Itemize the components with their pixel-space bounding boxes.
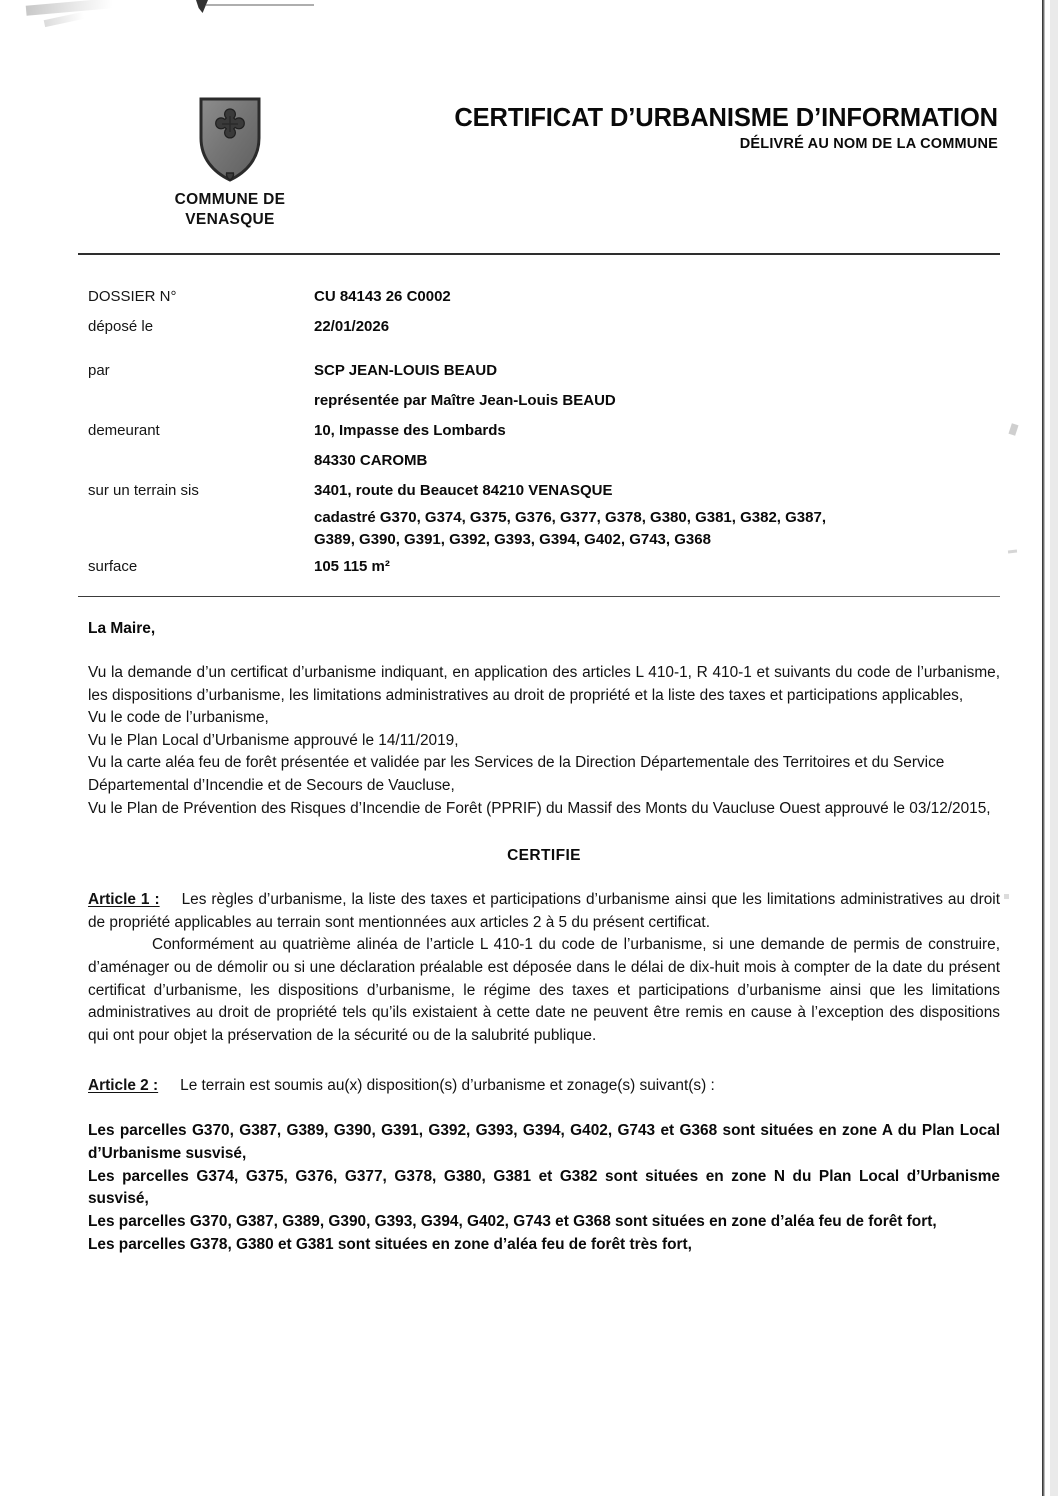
- paragraph-vu-carte-alea: Vu la carte aléa feu de forêt présentée et validée par les Services de la Direction Départementale des Territoires et du Service Départemental d’Incendie et de Secours de Vaucluse,: [88, 754, 945, 794]
- meta-label-dossier: DOSSIER N°: [88, 288, 177, 305]
- details-divider: [78, 596, 1000, 597]
- zoning-item-zone-n: Les parcelles G374, G375, G376, G377, G378, G380, G381 et G382 sont situées en zone N du Plan Local d’Urbanisme susvisé,: [88, 1167, 1000, 1208]
- meta-value-terrain: 3401, route du Beaucet 84210 VENASQUE: [314, 482, 613, 499]
- page-title: CERTIFICAT D’URBANISME D’INFORMATION: [454, 104, 998, 132]
- document-body: [88, 620, 1000, 1257]
- body-spacer: [88, 1098, 1000, 1120]
- zoning-item-alea-fort: Les parcelles G370, G387, G389, G390, G393, G394, G402, G743 et G368 sont situées en zone d’aléa feu de forêt fort,: [88, 1213, 937, 1231]
- meta-value-demeurant-cp: 84330 CAROMB: [314, 452, 428, 469]
- article-1-paragraph: [88, 889, 1000, 934]
- paragraph-vu-pprif: Vu le Plan de Prévention des Risques d’Incendie de Forêt (PPRIF) du Massif des Monts du Vaucluse Ouest approuvé le 03/12/2015,: [88, 799, 991, 817]
- article-2-paragraph: [88, 1075, 1000, 1098]
- document-masthead: [88, 96, 1000, 246]
- commune-label-line1: COMMUNE DE: [174, 191, 286, 208]
- meta-value-surface: 105 115 m²: [314, 558, 390, 575]
- commune-label: [150, 190, 310, 230]
- signatory-title: La Maire,: [88, 620, 156, 637]
- meta-value-cadastre: [314, 507, 1000, 551]
- meta-value-depose: 22/01/2026: [314, 318, 390, 335]
- zoning-list: [88, 1120, 1000, 1257]
- dossier-details: [88, 283, 1000, 583]
- meta-value-demeurant: 10, Impasse des Lombards: [314, 422, 506, 439]
- meta-row-par: [88, 357, 1000, 385]
- meta-label-demeurant: demeurant: [88, 422, 160, 439]
- body-spacer: [88, 1047, 1000, 1075]
- meta-row-terrain: [88, 477, 1000, 505]
- meta-row-dossier: [88, 283, 1000, 311]
- cadastre-line-2: G389, G390, G391, G392, G393, G394, G402, G743, G368: [314, 531, 711, 548]
- vu-clause-code: Vu le code de l’urbanisme,: [88, 709, 269, 727]
- meta-row-depose: [88, 313, 1000, 341]
- cadastre-line-1: cadastré G370, G374, G375, G376, G377, G378, G380, G381, G382, G387,: [314, 509, 826, 526]
- article-1-heading: Article 1 :: [88, 891, 160, 909]
- vu-clause-list: [88, 707, 1000, 752]
- meta-label-depose: déposé le: [88, 318, 154, 335]
- meta-row-demeurant: [88, 417, 1000, 445]
- article-1-text: Les règles d’urbanisme, la liste des taxes et participations d’urbanisme ainsi que les limitations administratives au droit de propriété applicables au terrain sont mentionnées aux articles 2 à 5 du présent certificat.: [88, 891, 1000, 931]
- scan-artifact-page-edge-shadow: [1050, 0, 1058, 1496]
- zoning-item-alea-tres-fort: Les parcelles G378, G380 et G381 sont situées en zone d’aléa feu de forêt très fort,: [88, 1235, 692, 1253]
- meta-value-representant: représentée par Maître Jean-Louis BEAUD: [314, 392, 616, 409]
- meta-value-par: SCP JEAN-LOUIS BEAUD: [314, 362, 498, 379]
- meta-row-demeurant-cp: [88, 447, 1000, 475]
- meta-row-representant: [88, 387, 1000, 415]
- coat-of-arms-shield-cross-icon: [197, 96, 263, 182]
- vu-clause-plu: Vu le Plan Local d’Urbanisme approuvé le 14/11/2019,: [88, 731, 459, 749]
- meta-row-cadastre: [88, 507, 1000, 551]
- scan-artifact-page-edge: [1042, 0, 1045, 1496]
- meta-spacer: [88, 343, 1000, 357]
- zoning-item-zone-a: Les parcelles G370, G387, G389, G390, G391, G392, G393, G394, G402, G743 et G368 sont situées en zone A du Plan Local d’Urbanisme susvisé,: [88, 1121, 1000, 1162]
- document-title-block: [454, 104, 998, 152]
- commune-identity-block: [150, 96, 310, 230]
- meta-label-par: par: [88, 362, 110, 379]
- header-divider: [78, 253, 1000, 255]
- article-2-text: Le terrain est soumis au(x) disposition(s) d’urbanisme et zonage(s) suivant(s) :: [180, 1077, 715, 1095]
- page-subtitle: DÉLIVRÉ AU NOM DE LA COMMUNE: [739, 136, 998, 152]
- certifie-heading: CERTIFIE: [507, 847, 581, 865]
- article-2-heading: Article 2 :: [88, 1077, 159, 1095]
- meta-row-surface: [88, 553, 1000, 581]
- meta-label-terrain: sur un terrain sis: [88, 482, 199, 499]
- meta-label-surface: surface: [88, 558, 138, 575]
- article-1-paragraph-2: Conformément au quatrième alinéa de l’article L 410-1 du code de l’urbanisme, si une demande de permis de construire, d’aménager ou de démolir ou si une déclaration préalable est déposée dans le délai de dix-huit mois à compter de la date du présent certificat d’urbanisme, les dispositions d’urbanisme, le régime des taxes et participations d’urbanisme ainsi que les limitations administratives au droit de propriété tels qu’ils existaient à cette date ne peuvent être remis en cause à l’exception des dispositions qui ont pour objet la préservation de la sécurité ou de la salubrité publique.: [88, 936, 1000, 1044]
- meta-value-dossier: CU 84143 26 C0002: [314, 288, 451, 305]
- paragraph-vu-demande: Vu la demande d’un certificat d’urbanisme indiquant, en application des articles L 410-1, R 410-1 et suivants du code de l’urbanisme, les dispositions d’urbanisme, les limitations administratives au droit de propriété et la liste des taxes et participations applicables,: [88, 664, 1000, 704]
- commune-label-line2: VENASQUE: [185, 211, 275, 228]
